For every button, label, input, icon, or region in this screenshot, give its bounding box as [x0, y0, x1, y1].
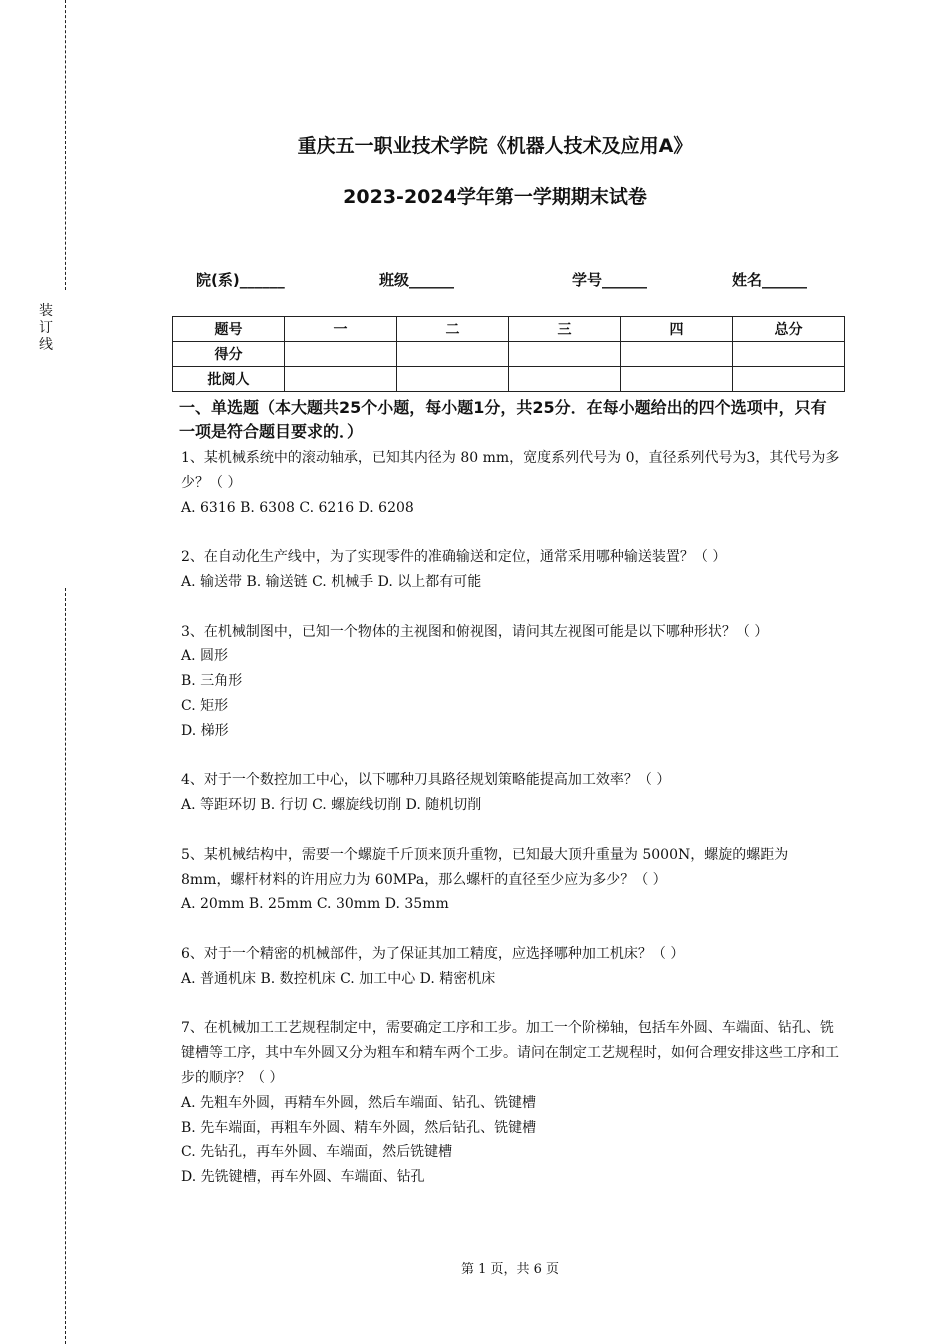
score-cell: [397, 342, 509, 367]
section-title: 一、单选题（本大题共25个小题，每小题1分，共25分．在每小题给出的四个选项中，只有一项是符合题目要求的．）: [179, 398, 827, 441]
score-cell: [733, 367, 845, 392]
question-options: A. 输送带 B. 输送链 C. 机械手 D. 以上都有可能: [181, 573, 482, 590]
score-cell: [733, 342, 845, 367]
binding-char: 订: [39, 320, 53, 336]
score-cell: 总分: [733, 317, 845, 342]
question-option: A. 先粗车外圆，再精车外圆，然后车端面、钻孔、铣键槽: [181, 1094, 537, 1111]
question-option: D. 先铣键槽，再车外圆、车端面、钻孔: [181, 1169, 425, 1186]
question-option: C. 先钻孔，再车外圆、车端面，然后铣键槽: [181, 1144, 453, 1161]
question-options: A. 等距环切 B. 行切 C. 螺旋线切削 D. 随机切削: [181, 797, 482, 814]
score-cell: 题号: [173, 317, 285, 342]
name-field[interactable]: 姓名______: [732, 271, 808, 289]
score-cell: 一: [285, 317, 397, 342]
binding-line-bottom: [65, 588, 66, 1344]
question-text: 2、在自动化生产线中，为了实现零件的准确输送和定位，通常采用哪种输送装置？（ ）: [181, 549, 727, 566]
score-cell: [509, 342, 621, 367]
question-text: 1、某机械系统中的滚动轴承，已知其内径为 80 mm，宽度系列代号为 0，直径系列代号为3，其代号为多少？（ ）: [181, 450, 840, 491]
question-options: A. 20mm B. 25mm C. 30mm D. 35mm: [181, 896, 449, 913]
question-options: A. 6316 B. 6308 C. 6216 D. 6208: [181, 499, 414, 516]
score-cell: [285, 367, 397, 392]
score-cell: 批阅人: [173, 367, 285, 392]
score-table: [172, 316, 845, 392]
score-cell: [397, 367, 509, 392]
score-table-row: [173, 342, 845, 367]
score-cell: 得分: [173, 342, 285, 367]
exam-title-line1: 重庆五一职业技术学院《机器人技术及应用A》: [297, 135, 693, 157]
question-option: D. 梯形: [181, 722, 229, 739]
binding-char: 线: [39, 337, 53, 353]
class-field[interactable]: 班级______: [379, 271, 455, 289]
question-option: C. 矩形: [181, 697, 229, 714]
score-table-row: [173, 367, 845, 392]
question-option: B. 三角形: [181, 673, 243, 690]
score-cell: 三: [509, 317, 621, 342]
score-cell: [285, 342, 397, 367]
question-options: A. 普通机床 B. 数控机床 C. 加工中心 D. 精密机床: [181, 970, 496, 987]
department-field[interactable]: 院(系)______: [196, 271, 285, 289]
question-text: 4、对于一个数控加工中心，以下哪种刀具路径规划策略能提高加工效率？（ ）: [181, 772, 671, 789]
page-footer: 第 1 页，共 6 页: [460, 1262, 560, 1277]
score-cell: [621, 342, 733, 367]
question: [181, 620, 841, 744]
binding-label: [38, 303, 54, 354]
exam-content: [181, 396, 841, 1215]
binding-char: 装: [39, 303, 53, 319]
score-cell: [509, 367, 621, 392]
question: [181, 942, 841, 992]
score-cell: 二: [397, 317, 509, 342]
question: [181, 843, 841, 917]
question: [181, 768, 841, 818]
question-option: A. 圆形: [181, 648, 229, 665]
question-text: 6、对于一个精密的机械部件，为了保证其加工精度，应选择哪种加工机床？（ ）: [181, 945, 685, 962]
question-option: B. 先车端面，再粗车外圆、精车外圆，然后钻孔、铣键槽: [181, 1119, 537, 1136]
score-cell: 四: [621, 317, 733, 342]
exam-title-line2: 2023-2024学年第一学期期末试卷: [343, 186, 647, 208]
question-text: 5、某机械结构中，需要一个螺旋千斤顶来顶升重物，已知最大顶升重量为 5000N，螺旋的螺距为 8mm，螺杆材料的许用应力为 60MPa，那么螺杆的直径至少应为多少？（ ）: [181, 846, 789, 888]
question: [181, 446, 841, 520]
question-text: 3、在机械制图中，已知一个物体的主视图和俯视图，请问其左视图可能是以下哪种形状？（ ）: [181, 623, 769, 640]
student-id-field[interactable]: 学号______: [572, 271, 648, 289]
question: [181, 1016, 841, 1190]
score-table-header-row: [173, 317, 845, 342]
score-cell: [621, 367, 733, 392]
question-text: 7、在机械加工工艺规程制定中，需要确定工序和工步。加工一个阶梯轴，包括车外圆、车端面、钻孔、铣键槽等工序，其中车外圆又分为粗车和精车两个工步。请问在制定工艺规程时，如何合理安排这些工序和工步的顺序？（ ）: [181, 1020, 839, 1086]
question: [181, 545, 841, 595]
